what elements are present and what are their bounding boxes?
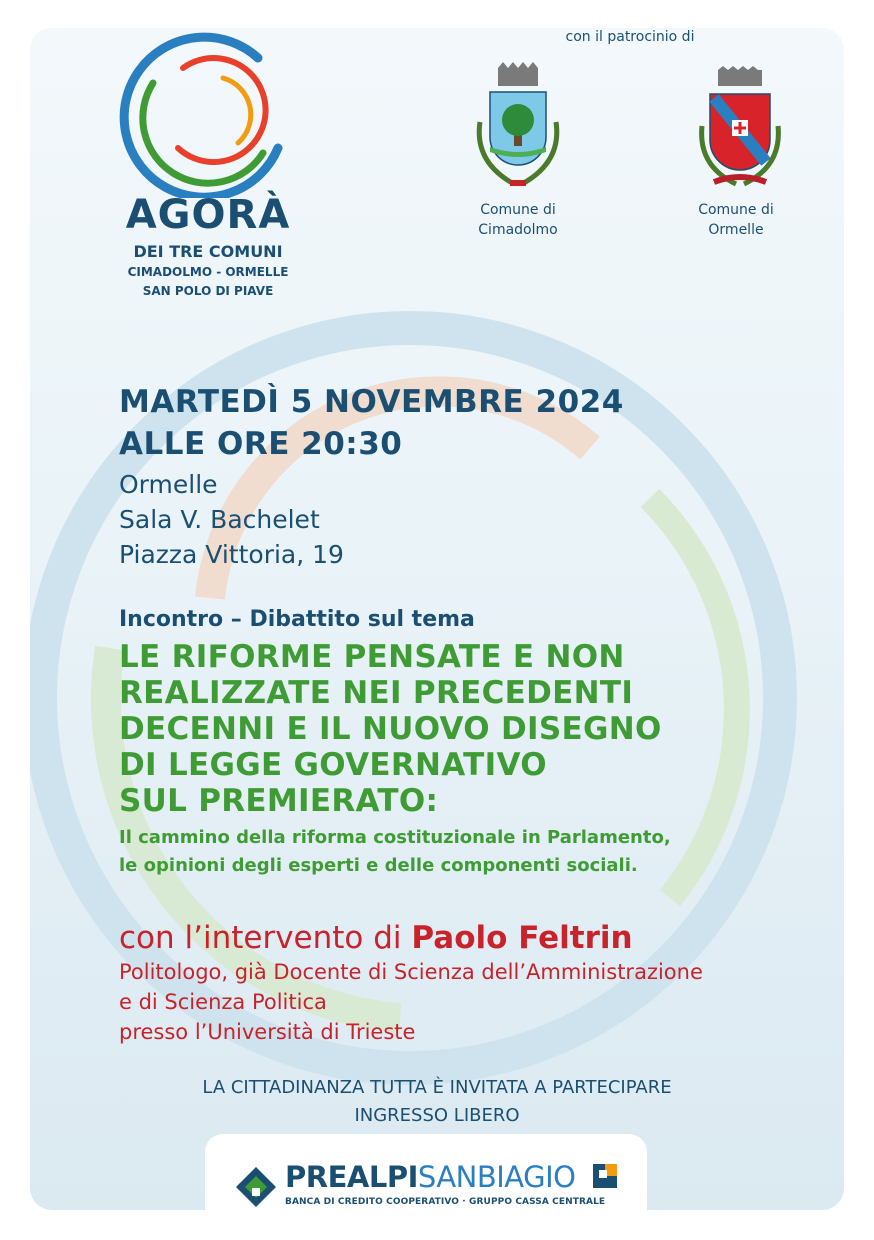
sponsor-name [285, 1160, 575, 1194]
topic-subtitle [119, 824, 671, 880]
speaker-prefix: con l’intervento di [119, 920, 412, 956]
logo-subtitle: DEI TRE COMUNI [133, 242, 283, 261]
comune-cimadolmo-label [448, 200, 588, 240]
logo-towns-line2: SAN POLO DI PIAVE [142, 284, 274, 298]
logo-wordmark: AGORÀ [125, 192, 291, 238]
patronage-label: con il patrocinio di [565, 29, 695, 45]
topic-intro: Incontro – Dibattito sul tema [119, 607, 475, 632]
speaker-name: Paolo Feltrin [411, 920, 633, 956]
headline-line: DI LEGGE GOVERNATIVO [119, 747, 547, 783]
event-time: ALLE ORE 20:30 [119, 426, 403, 462]
cimadolmo-crest-icon [468, 62, 568, 197]
agora-logo-icon [108, 28, 308, 198]
invitation-line1: LA CITTADINANZA TUTTA È INVITATA A PARTECIPARE [202, 1077, 672, 1098]
role-line: Politologo, già Docente di Scienza dell’Amministrazione [119, 960, 703, 984]
sponsor-name-part2: SANBIAGIO [417, 1160, 576, 1194]
headline-line: REALIZZATE NEI PRECEDENTI [119, 675, 634, 711]
ormelle-crest-icon [692, 66, 788, 196]
comune-cimadolmo-line2: Cimadolmo [478, 222, 558, 238]
place-town: Ormelle [119, 470, 218, 499]
speaker-line [119, 918, 633, 958]
headline-line: SUL PREMIERATO: [119, 783, 439, 819]
place-address: Piazza Vittoria, 19 [119, 540, 344, 569]
sponsor-tagline: BANCA DI CREDITO COOPERATIVO · GRUPPO CASSA CENTRALE [285, 1197, 606, 1207]
logo-towns-line1: CIMADOLMO - ORMELLE [127, 265, 289, 279]
sponsor-box [205, 1134, 647, 1230]
subtitle-line: Il cammino della riforma costituzionale in Parlamento, [119, 827, 671, 848]
role-line: presso l’Università di Trieste [119, 1020, 416, 1044]
comune-ormelle-line2: Ormelle [708, 222, 764, 238]
speaker-role [119, 957, 703, 1047]
comune-ormelle-label [666, 200, 806, 240]
headline-line: LE RIFORME PENSATE E NON [119, 639, 625, 675]
sanbiagio-square-icon [593, 1164, 617, 1188]
invitation-line2: INGRESSO LIBERO [354, 1105, 520, 1126]
subtitle-line: le opinioni degli esperti e delle componenti sociali. [119, 855, 638, 876]
topic-headline [119, 639, 662, 819]
role-line: e di Scienza Politica [119, 990, 327, 1014]
event-date: MARTEDÌ 5 NOVEMBRE 2024 [119, 384, 624, 420]
sponsor-name-part1: PREALPI [285, 1160, 418, 1194]
place-venue: Sala V. Bachelet [119, 505, 320, 534]
invitation [30, 1074, 844, 1130]
prealpi-logo-icon [235, 1166, 277, 1208]
comune-cimadolmo-line1: Comune di [480, 202, 556, 218]
event-place [119, 467, 344, 572]
comune-ormelle-line1: Comune di [698, 202, 774, 218]
event-datetime [119, 381, 624, 465]
headline-line: DECENNI E IL NUOVO DISEGNO [119, 711, 662, 747]
